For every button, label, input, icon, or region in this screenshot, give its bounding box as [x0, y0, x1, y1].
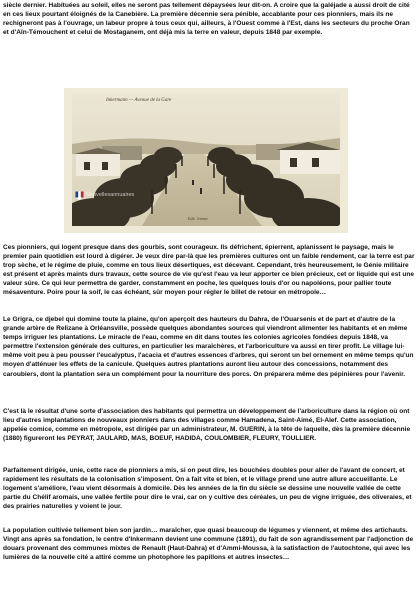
photo-caption-title: Inkermann — Avenue de la Gare	[106, 98, 172, 103]
street-photo-image	[72, 94, 340, 226]
paragraph-intro: siècle dernier. Habituées au soleil, elles ne seront pas tellement dépaysées leur dit-on. A croire que la galéjade a aussi droit de cité en ces lieux pourtant éloignés de la Canebière. La première décennie sera pénible, accablante pour ces pionniers, mais ils ne rechigneront pas à l'ouvrage, un labeur propre à tous ceux qui, ailleurs, à l'Ouest comme à l'Est, dans les secteurs du proche Oran et d'Aïn-Témouchent et celui de Mostaganem, ont déjà mis la terre en valeur, depuis 1848 par exemple.	[3, 2, 410, 37]
paragraph-association: C'est là le résultat d'une sorte d'association des habitants qui permettra un développement de l'arboriculture dans la région où ont lieu d'autres implantations de nouveaux pionniers dans des villages comme Hamadena, Saint-Aimé, El-Alef. Cette association, appelée comice, comme en métropole, est dirigée par un administrateur, M. GUERIN, à la tête de laquelle, dès la première décennie (1880) figureront les PEYRAT, JAULARD, MAS, BOEUF, HADIDA, COULOMBIER, FLEURY, TOULLIER.	[3, 408, 411, 443]
paragraph-grigra: Le Grigra, ce djebel qui domine toute la plaine, qu'on aperçoit des hauteurs du Dahra, de l'Ouarsenis et de part et d'autre de la grande artère de Relizane à Orléansville, possède quelques abondantes sources qui viendront alimenter les habitants et en même temps irriguer les plantations. Le miracle de l'eau, comme en dit dans toutes les colonies agricoles fondées depuis 1848, va permettre l'extension générale des cultures, en particulier les maraîchères, et l'arboriculture va aussi en tirer profit. Le village lui-même voit peu à peu pousser l'eucalyptus, l'acacia et d'autres essences d'arbres, qui seront un bel ornement en même temps qu'un moyen d'atténuer les effets de la canicule. Quelques autres plantations auront lieu autour des concessions, notamment des caroubiers, dont la plantation sera un complément pour la nourriture des porcs. On préparera même des pépinières pour l'avenir.	[3, 316, 414, 378]
photo-caption-publisher: Edit. Jeanne	[188, 216, 208, 221]
postcard-photo	[64, 88, 348, 233]
paragraph-commune: La population cultivée tellement bien son jardin… maraîcher, que quasi beaucoup de légumes y viennent, et même des artichauts. Vingt ans après sa fondation, le centre d'Inkermann devient une commune (1891), du fait de son agrandissement par l'adjonction de douars provenant des communes mixtes de Renault (Haut-Dahra) et d'Ammi-Moussa, à la satisfaction de l'autochtone, qui avec les lumières de la nouvelle cité a attiré comme un photophore les papillons et autres insectes…	[3, 527, 414, 562]
tricolor-shield-icon	[75, 191, 84, 200]
watermark-text: Nouvellesannuaires	[86, 192, 135, 198]
paragraph-pioneers: Ces pionniers, qui logent presque dans des gourbis, sont courageux. Ils défrichent, épierrent, aplanissent le paysage, mais le premier pain quotidien est lourd à digérer. Je veux dire par-là que les premières cultures ont un faible rendement, car la terre est par trop sèche, et le régime de pluie, comme en tous lieux désertiques, est décevant. Cependant, très heureusement, le Génie militaire est présent et après maints durs travaux, cette source de vie qu'est l'eau va leur apporter ce bien précieux, cet or liquide qui est une valeur sûre. Ce qui leur permettra de garder, constamment en poche, les quelques louis d'or ou napoléons, pour pallier toute mésaventure. Poire pour la soif, le cas échéant, sûr moyen pour régler le billet de retour en métropole…	[3, 244, 415, 297]
paragraph-development: Parfaitement dirigée, unie, cette race de pionniers a mis, si on peut dire, les bouchées doubles pour aller de l'avant de concert, et rapidement les résultats de la colonisation s'imposent. On a fait vite et bien, et le village prend une autre allure accueillante. Le logement s'améliore, l'eau vient désormais à domicile. Dès les années de la fin du siècle se dessine une nouvelle vallée de cette partie du Chélif aromais, une vallée fertile pour dire le vrai, car on y cultive des céréales, un peu de vigne irriguée, des oliveraies, et des prairies naturelles y voient le jour.	[3, 467, 412, 511]
